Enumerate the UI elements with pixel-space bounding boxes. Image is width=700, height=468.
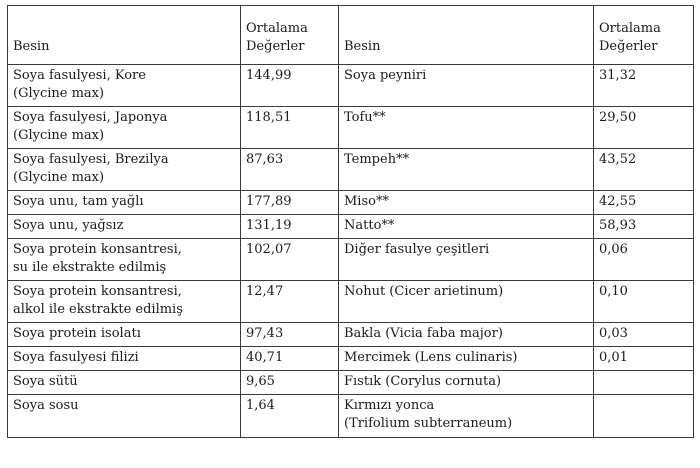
food-right-cell: Fıstık (Corylus cornuta) — [339, 371, 594, 395]
value-left-cell: 102,07 — [241, 239, 339, 281]
table-row — [8, 107, 694, 149]
value-right-cell — [594, 395, 694, 438]
food-right-cell: Tempeh** — [339, 149, 594, 191]
food-right-cell: Soya peyniri — [339, 65, 594, 107]
table-row — [8, 191, 694, 215]
food-right-cell: Miso** — [339, 191, 594, 215]
food-left-cell: Soya sütü — [8, 371, 241, 395]
header-value-left: Ortalama Değerler — [241, 6, 339, 65]
value-left-cell: 40,71 — [241, 347, 339, 371]
food-right-cell: Kırmızı yonca (Trifolium subterraneum) — [339, 395, 594, 438]
table-row — [8, 281, 694, 323]
food-left-cell: Soya unu, yağsız — [8, 215, 241, 239]
table-row — [8, 65, 694, 107]
food-left-cell: Soya protein konsantresi, alkol ile ekstrakte edilmiş — [8, 281, 241, 323]
food-left-cell: Soya fasulyesi, Brezilya (Glycine max) — [8, 149, 241, 191]
food-left-cell: Soya protein konsantresi, su ile ekstrakte edilmiş — [8, 239, 241, 281]
value-left-cell: 12,47 — [241, 281, 339, 323]
value-right-cell: 0,06 — [594, 239, 694, 281]
table-row — [8, 323, 694, 347]
value-left-cell: 118,51 — [241, 107, 339, 149]
table-row — [8, 395, 694, 438]
header-food-right: Besin — [339, 6, 594, 65]
value-right-cell: 43,52 — [594, 149, 694, 191]
food-left-cell: Soya fasulyesi, Japonya (Glycine max) — [8, 107, 241, 149]
value-left-cell: 131,19 — [241, 215, 339, 239]
food-left-cell: Soya unu, tam yağlı — [8, 191, 241, 215]
food-right-cell: Nohut (Cicer arietinum) — [339, 281, 594, 323]
table-row — [8, 239, 694, 281]
value-left-cell: 1,64 — [241, 395, 339, 438]
food-right-cell: Bakla (Vicia faba major) — [339, 323, 594, 347]
food-right-cell: Natto** — [339, 215, 594, 239]
value-left-cell: 177,89 — [241, 191, 339, 215]
value-right-cell: 0,03 — [594, 323, 694, 347]
value-left-cell: 9,65 — [241, 371, 339, 395]
food-right-cell: Diğer fasulye çeşitleri — [339, 239, 594, 281]
table-row — [8, 371, 694, 395]
value-right-cell: 31,32 — [594, 65, 694, 107]
value-left-cell: 87,63 — [241, 149, 339, 191]
value-right-cell: 29,50 — [594, 107, 694, 149]
value-right-cell — [594, 371, 694, 395]
value-right-cell: 0,10 — [594, 281, 694, 323]
value-right-cell: 0,01 — [594, 347, 694, 371]
table-row — [8, 149, 694, 191]
food-left-cell: Soya sosu — [8, 395, 241, 438]
food-right-cell: Tofu** — [339, 107, 594, 149]
value-right-cell: 58,93 — [594, 215, 694, 239]
table-row — [8, 347, 694, 371]
table-header-row — [8, 6, 694, 65]
food-right-cell: Mercimek (Lens culinaris) — [339, 347, 594, 371]
header-food-left: Besin — [8, 6, 241, 65]
nutrient-table — [7, 5, 694, 438]
food-left-cell: Soya fasulyesi filizi — [8, 347, 241, 371]
value-left-cell: 144,99 — [241, 65, 339, 107]
value-right-cell: 42,55 — [594, 191, 694, 215]
header-value-right: Ortalama Değerler — [594, 6, 694, 65]
food-left-cell: Soya protein isolatı — [8, 323, 241, 347]
food-left-cell: Soya fasulyesi, Kore (Glycine max) — [8, 65, 241, 107]
table-row — [8, 215, 694, 239]
value-left-cell: 97,43 — [241, 323, 339, 347]
